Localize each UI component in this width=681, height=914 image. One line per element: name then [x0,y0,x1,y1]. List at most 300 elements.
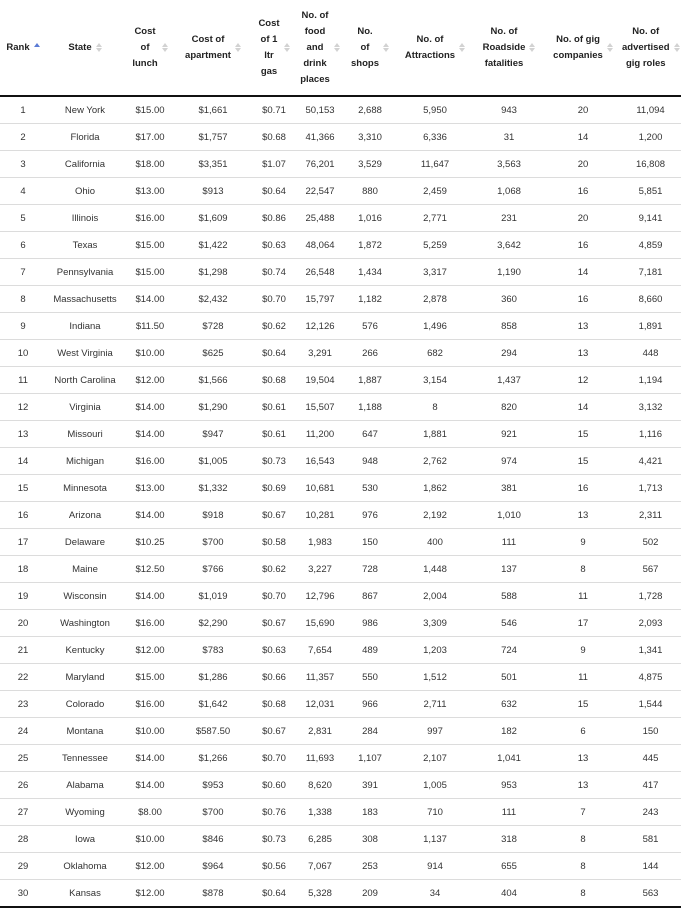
cell-gig_companies: 15 [546,421,620,448]
cell-rank: 12 [0,394,46,421]
cell-gig_companies: 11 [546,583,620,610]
cell-fatalities: 921 [472,421,546,448]
table-row [0,502,681,529]
cell-lunch: $10.00 [124,340,176,367]
cell-fatalities: 858 [472,313,546,340]
column-header-line: of [360,41,370,53]
cell-rank: 17 [0,529,46,556]
cell-shops: 3,529 [342,151,398,178]
column-header-line: of 1 [260,33,278,45]
cell-attractions: 710 [398,799,472,826]
cell-gig_companies: 8 [546,853,620,880]
cell-gas: $0.63 [250,637,298,664]
cell-shops: 1,107 [342,745,398,772]
cell-food: 15,507 [298,394,342,421]
cell-rank: 10 [0,340,46,367]
cell-gas: $0.73 [250,826,298,853]
cell-apartment: $964 [176,853,250,880]
cell-attractions: 34 [398,880,472,908]
cell-fatalities: 318 [472,826,546,853]
column-header-line: ltr [264,49,274,61]
cell-gas: $0.70 [250,286,298,313]
cell-apartment: $1,332 [176,475,250,502]
cell-gas: $0.58 [250,529,298,556]
cell-state: Massachusetts [46,286,124,313]
sort-toggle-icon[interactable] [334,42,340,53]
table-row [0,448,681,475]
cell-gas: $0.71 [250,96,298,124]
column-header-gig_companies[interactable] [546,0,620,96]
cell-state: Arizona [46,502,124,529]
column-header-line: No. of [301,9,329,21]
cell-shops: 1,872 [342,232,398,259]
cell-apartment: $587.50 [176,718,250,745]
table-row [0,880,681,908]
column-header-label [483,24,526,72]
sort-toggle-icon[interactable] [529,42,535,53]
cell-attractions: 2,878 [398,286,472,313]
cell-rank: 23 [0,691,46,718]
cell-gig_companies: 12 [546,367,620,394]
cell-gig_companies: 20 [546,151,620,178]
sort-down-arrow-icon [674,48,680,52]
cell-food: 5,328 [298,880,342,908]
cell-state: Illinois [46,205,124,232]
column-header-line: Cost [134,25,156,37]
cell-state: Wyoming [46,799,124,826]
table-row [0,367,681,394]
cell-lunch: $12.00 [124,637,176,664]
cell-gig_companies: 8 [546,556,620,583]
cell-apartment: $1,642 [176,691,250,718]
cell-state: Kansas [46,880,124,908]
column-header-line: places [300,73,330,85]
table-row [0,556,681,583]
cell-gig_roles: 567 [620,556,681,583]
cell-gig_companies: 14 [546,124,620,151]
cell-food: 2,831 [298,718,342,745]
column-header-wrap [622,24,680,72]
column-header-line: Cost [258,17,280,29]
cell-state: Texas [46,232,124,259]
cell-attractions: 5,259 [398,232,472,259]
cell-apartment: $625 [176,340,250,367]
cell-lunch: $16.00 [124,448,176,475]
cell-gas: $0.67 [250,718,298,745]
cell-shops: 728 [342,556,398,583]
cell-gig_companies: 16 [546,475,620,502]
cell-gig_companies: 20 [546,205,620,232]
table-row [0,610,681,637]
cell-lunch: $18.00 [124,151,176,178]
cell-fatalities: 3,642 [472,232,546,259]
column-header-line: No. of [490,25,518,37]
column-header-label [6,40,29,56]
cell-attractions: 400 [398,529,472,556]
cell-gig_roles: 502 [620,529,681,556]
cell-state: Missouri [46,421,124,448]
cell-gig_roles: 11,094 [620,96,681,124]
cell-shops: 966 [342,691,398,718]
cell-lunch: $10.00 [124,718,176,745]
cell-state: Colorado [46,691,124,718]
cell-gas: $0.62 [250,556,298,583]
cell-lunch: $15.00 [124,259,176,286]
column-header-line: shops [351,57,379,69]
cell-fatalities: 3,563 [472,151,546,178]
sort-up-arrow-icon [284,43,290,47]
sort-down-arrow-icon [235,48,241,52]
cell-apartment: $913 [176,178,250,205]
table-row [0,96,681,124]
sort-up-arrow-icon [529,43,535,47]
cell-shops: 1,182 [342,286,398,313]
column-header-attractions[interactable] [398,0,472,96]
column-header-line: apartment [185,49,231,61]
cell-gig_companies: 14 [546,259,620,286]
cell-rank: 4 [0,178,46,205]
table-row [0,151,681,178]
cell-shops: 976 [342,502,398,529]
sort-up-arrow-icon [674,43,680,47]
cell-lunch: $14.00 [124,421,176,448]
cell-food: 76,201 [298,151,342,178]
cell-state: Florida [46,124,124,151]
column-header-wrap [132,24,167,72]
cell-rank: 20 [0,610,46,637]
table-row [0,691,681,718]
cell-fatalities: 1,010 [472,502,546,529]
cell-gig_roles: 1,728 [620,583,681,610]
sort-toggle-icon[interactable] [674,42,680,53]
cell-shops: 266 [342,340,398,367]
cell-rank: 21 [0,637,46,664]
cell-gig_roles: 5,851 [620,178,681,205]
cell-gas: $0.56 [250,853,298,880]
cell-attractions: 1,203 [398,637,472,664]
cell-attractions: 2,711 [398,691,472,718]
column-header-label [622,24,670,72]
table-row [0,421,681,448]
cell-rank: 11 [0,367,46,394]
column-header-fatalities[interactable] [472,0,546,96]
column-header-line: No. of [632,25,660,37]
cell-gig_roles: 3,132 [620,394,681,421]
cell-attractions: 914 [398,853,472,880]
column-header-gas[interactable] [250,0,298,96]
cell-state: West Virginia [46,340,124,367]
sort-toggle-icon[interactable] [235,42,241,53]
cell-fatalities: 655 [472,853,546,880]
cell-attractions: 1,881 [398,421,472,448]
cell-lunch: $10.25 [124,529,176,556]
column-header-line: advertised [622,41,670,53]
cell-rank: 22 [0,664,46,691]
cell-fatalities: 294 [472,340,546,367]
cell-rank: 26 [0,772,46,799]
cell-shops: 308 [342,826,398,853]
cell-attractions: 1,862 [398,475,472,502]
column-header-line: gig roles [625,57,666,69]
column-header-lunch[interactable] [124,0,176,96]
cell-attractions: 1,448 [398,556,472,583]
cell-shops: 550 [342,664,398,691]
sort-toggle-icon[interactable] [459,42,465,53]
cell-shops: 183 [342,799,398,826]
cell-attractions: 2,192 [398,502,472,529]
cell-fatalities: 182 [472,718,546,745]
cell-food: 48,064 [298,232,342,259]
cell-food: 12,796 [298,583,342,610]
cell-lunch: $13.00 [124,178,176,205]
cell-shops: 1,434 [342,259,398,286]
cell-fatalities: 501 [472,664,546,691]
table-row [0,205,681,232]
cell-lunch: $14.00 [124,772,176,799]
table-row [0,286,681,313]
cell-apartment: $1,019 [176,583,250,610]
sort-toggle-icon[interactable] [607,42,613,53]
cell-gig_roles: 4,875 [620,664,681,691]
table-row [0,583,681,610]
cell-rank: 7 [0,259,46,286]
cell-attractions: 3,309 [398,610,472,637]
cell-gas: $0.61 [250,394,298,421]
cell-gig_roles: 417 [620,772,681,799]
column-header-wrap [185,32,241,64]
cell-food: 16,543 [298,448,342,475]
cell-lunch: $14.00 [124,286,176,313]
cell-rank: 13 [0,421,46,448]
sort-down-arrow-icon [34,48,40,52]
cell-lunch: $14.00 [124,583,176,610]
cell-gas: $0.66 [250,664,298,691]
cell-gas: $0.70 [250,745,298,772]
cell-rank: 19 [0,583,46,610]
cell-attractions: 3,317 [398,259,472,286]
sort-up-arrow-icon [96,43,102,47]
sort-toggle-icon[interactable] [96,42,102,53]
cell-rank: 3 [0,151,46,178]
cell-gas: $0.70 [250,583,298,610]
cell-fatalities: 632 [472,691,546,718]
column-header-line: companies [553,49,603,61]
cell-gig_companies: 11 [546,664,620,691]
cell-apartment: $1,298 [176,259,250,286]
sort-ascending-icon[interactable] [34,42,40,53]
cell-gas: $0.68 [250,367,298,394]
cell-rank: 18 [0,556,46,583]
cell-state: Montana [46,718,124,745]
cell-lunch: $11.50 [124,313,176,340]
cell-fatalities: 111 [472,529,546,556]
column-header-apartment[interactable] [176,0,250,96]
column-header-line: drink [303,57,327,69]
column-header-gig_roles[interactable] [620,0,681,96]
cell-apartment: $1,290 [176,394,250,421]
cell-fatalities: 1,190 [472,259,546,286]
cell-state: Washington [46,610,124,637]
cell-fatalities: 1,041 [472,745,546,772]
sort-toggle-icon[interactable] [383,42,389,53]
cell-state: New York [46,96,124,124]
cell-lunch: $8.00 [124,799,176,826]
cell-food: 1,983 [298,529,342,556]
cell-attractions: 6,336 [398,124,472,151]
cell-food: 10,281 [298,502,342,529]
column-header-wrap [258,16,289,80]
cell-apartment: $783 [176,637,250,664]
table-row [0,232,681,259]
cell-attractions: 11,647 [398,151,472,178]
table-row [0,178,681,205]
cell-lunch: $16.00 [124,205,176,232]
cell-gig_roles: 445 [620,745,681,772]
cell-gig_roles: 150 [620,718,681,745]
cell-apartment: $878 [176,880,250,908]
cell-attractions: 2,771 [398,205,472,232]
cell-gig_roles: 7,181 [620,259,681,286]
cell-gig_companies: 16 [546,286,620,313]
column-header-rank[interactable] [0,0,46,96]
cell-food: 25,488 [298,205,342,232]
cell-fatalities: 974 [472,448,546,475]
cell-gig_companies: 20 [546,96,620,124]
cell-fatalities: 360 [472,286,546,313]
cell-gig_roles: 1,544 [620,691,681,718]
cell-gig_companies: 16 [546,232,620,259]
table-row [0,826,681,853]
cell-fatalities: 1,437 [472,367,546,394]
column-header-line: Roadside [482,41,526,53]
cell-food: 6,285 [298,826,342,853]
cell-shops: 576 [342,313,398,340]
cell-rank: 25 [0,745,46,772]
cell-apartment: $700 [176,799,250,826]
sort-down-arrow-icon [529,48,535,52]
column-header-line: food [304,25,326,37]
cell-lunch: $12.50 [124,556,176,583]
column-header-state[interactable] [46,0,124,96]
cell-gig_companies: 9 [546,637,620,664]
cell-attractions: 3,154 [398,367,472,394]
cell-apartment: $2,290 [176,610,250,637]
sort-up-arrow-icon [235,43,241,47]
cell-rank: 27 [0,799,46,826]
column-header-line: No. [357,25,373,37]
cell-apartment: $846 [176,826,250,853]
cell-gig_roles: 1,341 [620,637,681,664]
cell-apartment: $1,286 [176,664,250,691]
sort-down-arrow-icon [96,48,102,52]
cell-rank: 9 [0,313,46,340]
cell-state: Ohio [46,178,124,205]
column-header-wrap [6,40,39,56]
cell-attractions: 8 [398,394,472,421]
cell-attractions: 1,512 [398,664,472,691]
cell-lunch: $16.00 [124,610,176,637]
cell-gig_companies: 15 [546,448,620,475]
cell-gig_roles: 1,713 [620,475,681,502]
sort-down-arrow-icon [284,48,290,52]
cell-state: Alabama [46,772,124,799]
cell-state: Delaware [46,529,124,556]
cell-food: 1,338 [298,799,342,826]
cell-attractions: 1,137 [398,826,472,853]
cell-rank: 16 [0,502,46,529]
cell-gas: $0.67 [250,502,298,529]
cell-state: Wisconsin [46,583,124,610]
sort-down-arrow-icon [334,48,340,52]
column-header-label [132,24,157,72]
cell-state: North Carolina [46,367,124,394]
cell-gas: $0.68 [250,691,298,718]
cell-state: Iowa [46,826,124,853]
cell-gig_companies: 15 [546,691,620,718]
cell-apartment: $1,757 [176,124,250,151]
cell-gas: $0.64 [250,880,298,908]
cell-shops: 647 [342,421,398,448]
cell-rank: 6 [0,232,46,259]
cell-rank: 29 [0,853,46,880]
cell-attractions: 2,762 [398,448,472,475]
column-header-food[interactable] [298,0,342,96]
column-header-line: lunch [132,57,158,69]
cell-food: 26,548 [298,259,342,286]
cell-gas: $0.69 [250,475,298,502]
cell-fatalities: 381 [472,475,546,502]
cell-food: 10,681 [298,475,342,502]
cell-fatalities: 820 [472,394,546,421]
cell-lunch: $15.00 [124,664,176,691]
cell-shops: 209 [342,880,398,908]
cell-fatalities: 588 [472,583,546,610]
cell-attractions: 2,004 [398,583,472,610]
cell-food: 41,366 [298,124,342,151]
cell-rank: 8 [0,286,46,313]
cell-lunch: $15.00 [124,96,176,124]
column-header-line: Cost of [191,33,225,45]
column-header-wrap [405,32,465,64]
cell-shops: 867 [342,583,398,610]
cell-food: 11,693 [298,745,342,772]
table-row [0,718,681,745]
cell-rank: 30 [0,880,46,908]
cell-food: 3,291 [298,340,342,367]
column-header-label [185,32,231,64]
cell-attractions: 2,459 [398,178,472,205]
column-header-shops[interactable] [342,0,398,96]
cell-gas: $0.73 [250,448,298,475]
cell-gig_roles: 4,421 [620,448,681,475]
cell-apartment: $766 [176,556,250,583]
cell-gig_companies: 7 [546,799,620,826]
cell-shops: 284 [342,718,398,745]
cell-lunch: $16.00 [124,691,176,718]
cell-gig_roles: 1,891 [620,313,681,340]
column-header-line: State [68,41,92,53]
cell-gas: $0.67 [250,610,298,637]
table-row [0,340,681,367]
table-row [0,313,681,340]
cell-state: Oklahoma [46,853,124,880]
cell-food: 7,654 [298,637,342,664]
sort-toggle-icon[interactable] [162,42,168,53]
sort-toggle-icon[interactable] [284,42,290,53]
cell-fatalities: 546 [472,610,546,637]
cell-fatalities: 231 [472,205,546,232]
cell-shops: 1,887 [342,367,398,394]
